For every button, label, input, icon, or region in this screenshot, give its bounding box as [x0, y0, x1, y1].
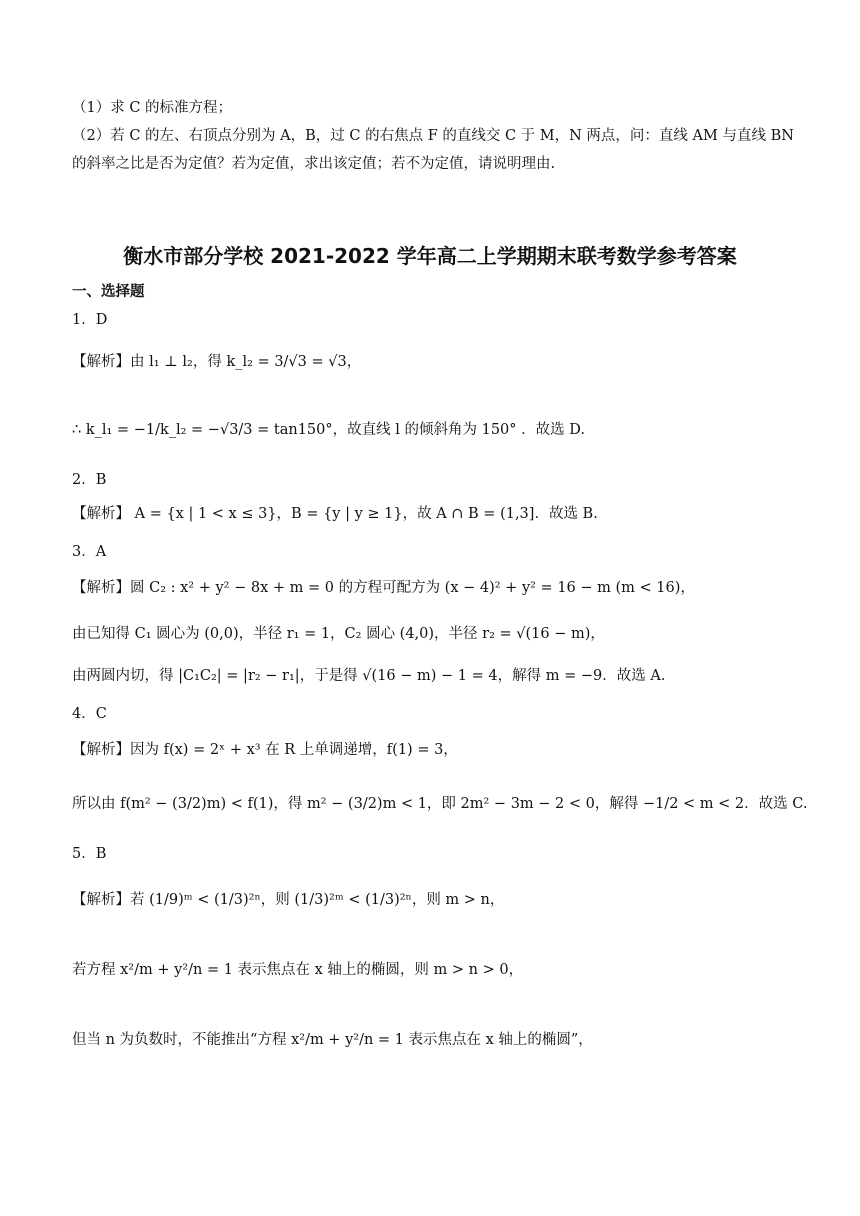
- section-heading: 一、选择题: [72, 284, 145, 300]
- answer-1-explanation-line-2: ∴ k_l₁ = −1/k_l₂ = −√3/3 = tan150°，故直线 l 的倾斜角为 150° ．故选 D.: [72, 422, 585, 438]
- answer-3-explanation-line-2: 由已知得 C₁ 圆心为 (0,0)，半径 r₁ = 1，C₂ 圆心 (4,0)，半径 r₂ = √(16 − m)，: [72, 626, 605, 642]
- answer-4-label: 4．C: [72, 706, 107, 722]
- answer-2-label: 2．B: [72, 472, 107, 488]
- answer-1-explanation-line-1: 【解析】由 l₁ ⊥ l₂，得 k_l₂ = 3/√3 = √3，: [72, 354, 362, 370]
- answer-2-explanation-line-1: 【解析】 A = {x | 1 < x ≤ 3}，B = {y | y ≥ 1}，故 A ∩ B = (1,3]．故选 B.: [72, 506, 598, 522]
- answer-3-explanation-line-3: 由两圆内切，得 |C₁C₂| = |r₂ − r₁|，于是得 √(16 − m) − 1 = 4，解得 m = −9．故选 A.: [72, 668, 666, 684]
- answer-5-explanation-line-1: 【解析】若 (1/9)ᵐ < (1/3)²ⁿ，则 (1/3)²ᵐ < (1/3)²ⁿ，则 m > n，: [72, 892, 505, 908]
- question-part-2-line-2: 的斜率之比是否为定值？若为定值，求出该定值；若不为定值，请说明理由.: [72, 156, 556, 172]
- answer-3-explanation-line-1: 【解析】圆 C₂ : x² + y² − 8x + m = 0 的方程可配方为 (x − 4)² + y² = 16 − m (m < 16)，: [72, 580, 695, 596]
- question-part-2-line-1: （2）若 C 的左、右顶点分别为 A，B，过 C 的右焦点 F 的直线交 C 于 M，N 两点，问：直线 AM 与直线 BN: [72, 128, 794, 144]
- answer-key-title: 衡水市部分学校 2021-2022 学年高二上学期期末联考数学参考答案: [123, 244, 737, 268]
- answer-4-explanation-line-2: 所以由 f(m² − (3/2)m) < f(1)，得 m² − (3/2)m < 1，即 2m² − 3m − 2 < 0，解得 −1/2 < m < 2．故选 C.: [72, 796, 808, 812]
- answer-5-label: 5．B: [72, 846, 107, 862]
- answer-4-explanation-line-1: 【解析】因为 f(x) = 2ˣ + x³ 在 R 上单调递增，f(1) = 3，: [72, 742, 458, 758]
- answer-1-label: 1．D: [72, 312, 108, 328]
- answer-5-explanation-line-2: 若方程 x²/m + y²/n = 1 表示焦点在 x 轴上的椭圆，则 m > n > 0，: [72, 962, 524, 978]
- question-part-1: （1）求 C 的标准方程；: [72, 100, 233, 116]
- answer-5-explanation-line-3: 但当 n 为负数时，不能推出“方程 x²/m + y²/n = 1 表示焦点在 x 轴上的椭圆”，: [72, 1032, 593, 1048]
- answer-3-label: 3．A: [72, 544, 107, 560]
